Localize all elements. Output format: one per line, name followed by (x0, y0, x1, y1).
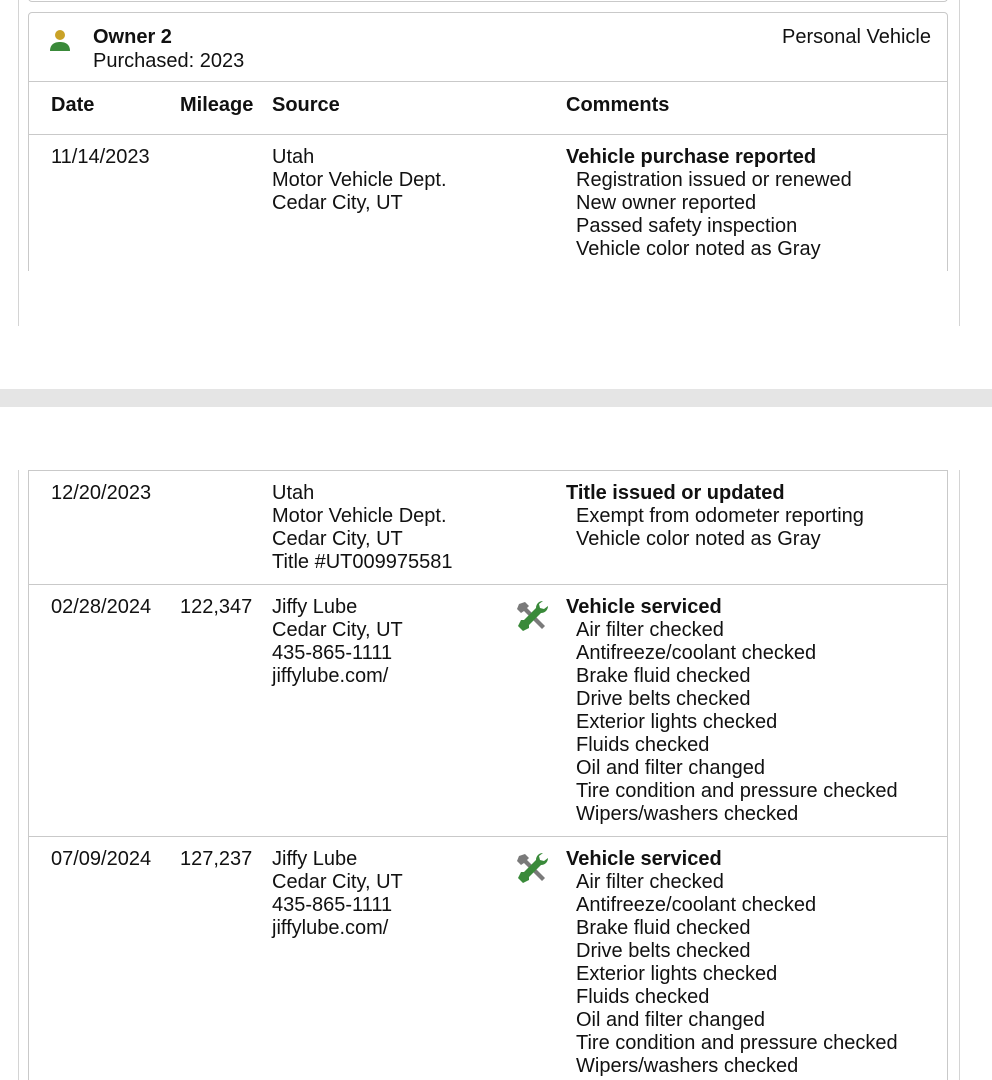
row-comments: Vehicle serviced Air filter checked Antifreeze/coolant checked Brake fluid checked Drive belts checked Exterior lights checked Fluids checked Oil and filter changed Tire condition and pressure checked Wipers/washers checked (566, 848, 898, 1077)
row-date: 02/28/2024 (51, 596, 152, 618)
service-tools-icon (515, 598, 551, 634)
row-source: Jiffy Lube Cedar City, UT 435-865-1111 jiffylube.com/ (272, 596, 403, 687)
row-comments: Title issued or updated Exempt from odometer reporting Vehicle color noted as Gray (566, 482, 864, 550)
row-source: Utah Motor Vehicle Dept. Cedar City, UT (272, 146, 447, 214)
header-source: Source (272, 94, 340, 116)
header-mileage: Mileage (180, 94, 254, 116)
owner-card (28, 12, 948, 82)
row-date: 11/14/2023 (51, 146, 150, 168)
owner-purchased: Purchased: 2023 (93, 50, 245, 72)
row-separator (29, 584, 947, 585)
row-separator (29, 836, 947, 837)
header-date: Date (51, 94, 95, 116)
previous-card-edge (28, 0, 948, 2)
history-table-lower (28, 470, 948, 1080)
row-comments: Vehicle serviced Air filter checked Antifreeze/coolant checked Brake fluid checked Drive belts checked Exterior lights checked Fluids checked Oil and filter changed Tire condition and pressure checked Wipers/washers checked (566, 596, 898, 825)
section-divider (0, 389, 992, 407)
row-source: Utah Motor Vehicle Dept. Cedar City, UT Title #UT009975581 (272, 482, 453, 573)
person-icon (47, 27, 73, 53)
owner-title: Owner 2 (93, 26, 172, 48)
owner-vehicle-type: Personal Vehicle (782, 26, 931, 48)
header-comments: Comments (566, 94, 670, 116)
row-mileage: 122,347 (180, 596, 253, 618)
table-header (29, 81, 947, 135)
row-source: Jiffy Lube Cedar City, UT 435-865-1111 jiffylube.com/ (272, 848, 403, 939)
row-date: 12/20/2023 (51, 482, 152, 504)
service-tools-icon (515, 850, 551, 886)
history-table-upper (28, 81, 948, 271)
row-date: 07/09/2024 (51, 848, 152, 870)
row-comments: Vehicle purchase reported Registration issued or renewed New owner reported Passed safety inspection Vehicle color noted as Gray (566, 146, 852, 260)
row-mileage: 127,237 (180, 848, 253, 870)
